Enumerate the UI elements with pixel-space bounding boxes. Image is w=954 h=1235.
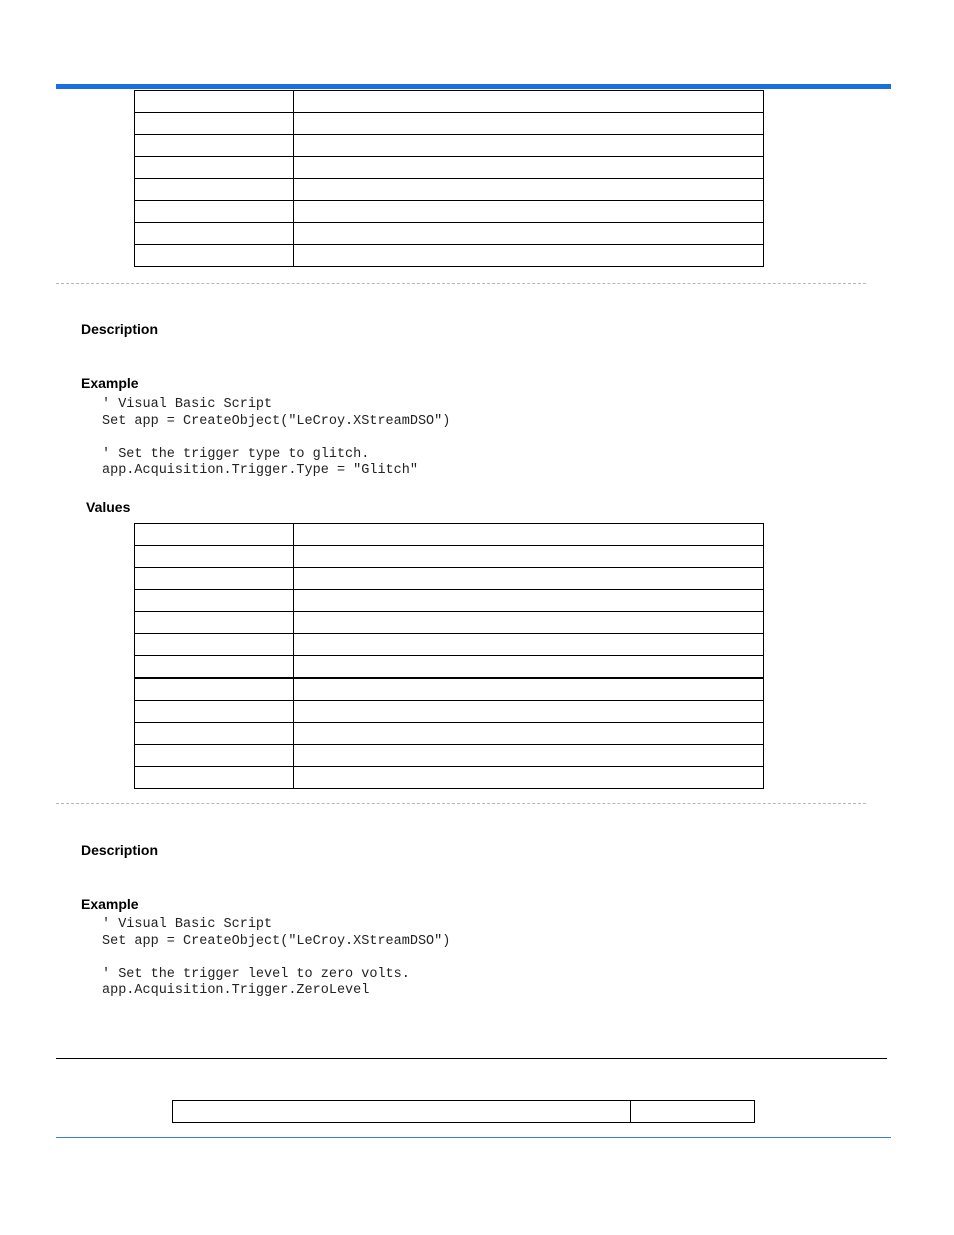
table-row bbox=[135, 634, 764, 656]
value-cell bbox=[294, 157, 764, 179]
code-line: ' Set the trigger type to glitch. bbox=[102, 446, 370, 462]
name-cell bbox=[135, 723, 294, 745]
name-cell bbox=[135, 546, 294, 568]
table-row bbox=[135, 656, 764, 679]
section-divider bbox=[56, 283, 866, 284]
values-table bbox=[134, 523, 764, 789]
code-line: app.Acquisition.Trigger.Type = "Glitch" bbox=[102, 463, 418, 478]
footer-cell bbox=[631, 1101, 755, 1123]
value-cell bbox=[294, 201, 764, 223]
property-table bbox=[134, 90, 764, 267]
table-row bbox=[135, 678, 764, 701]
name-cell bbox=[135, 245, 294, 267]
name-cell bbox=[135, 91, 294, 113]
name-cell bbox=[135, 157, 294, 179]
table-row bbox=[135, 179, 764, 201]
value-cell bbox=[294, 701, 764, 723]
footer-table bbox=[172, 1100, 755, 1123]
name-cell bbox=[135, 590, 294, 612]
value-cell bbox=[294, 723, 764, 745]
table-row bbox=[135, 113, 764, 135]
code-line: Set app = CreateObject("LeCroy.XStreamDSO") bbox=[102, 413, 451, 429]
code-line bbox=[102, 430, 450, 447]
value-cell bbox=[294, 634, 764, 656]
value-cell bbox=[294, 135, 764, 157]
code-line: Set app = CreateObject("LeCroy.XStreamDSO") bbox=[102, 933, 451, 949]
name-cell bbox=[135, 223, 294, 245]
value-cell bbox=[294, 91, 764, 113]
name-cell bbox=[135, 634, 294, 656]
table-row bbox=[135, 135, 764, 157]
name-cell bbox=[135, 701, 294, 723]
code-line: app.Acquisition.Trigger.ZeroLevel bbox=[102, 983, 370, 998]
table-row bbox=[135, 745, 764, 767]
name-cell bbox=[135, 201, 294, 223]
value-cell bbox=[294, 745, 764, 767]
value-cell bbox=[294, 678, 764, 701]
table-row bbox=[135, 590, 764, 612]
example-heading: Example bbox=[81, 375, 139, 391]
value-cell bbox=[294, 223, 764, 245]
value-cell bbox=[294, 524, 764, 546]
value-cell bbox=[294, 245, 764, 267]
table-row bbox=[135, 723, 764, 745]
values-heading: Values bbox=[86, 499, 131, 515]
footer-blue-rule bbox=[56, 1137, 891, 1138]
name-cell bbox=[135, 745, 294, 767]
footer-rule bbox=[56, 1058, 887, 1059]
table-row bbox=[135, 201, 764, 223]
name-cell bbox=[135, 612, 294, 634]
description-heading: Description bbox=[81, 842, 159, 858]
table-row bbox=[135, 612, 764, 634]
table-row bbox=[135, 767, 764, 789]
value-cell bbox=[294, 590, 764, 612]
name-cell bbox=[135, 135, 294, 157]
name-cell bbox=[135, 179, 294, 201]
value-cell bbox=[294, 568, 764, 590]
name-cell bbox=[135, 678, 294, 701]
code-example bbox=[102, 397, 450, 480]
name-cell bbox=[135, 524, 294, 546]
name-cell bbox=[135, 656, 294, 679]
value-cell bbox=[294, 767, 764, 789]
header-bar bbox=[56, 84, 891, 89]
table-row bbox=[135, 568, 764, 590]
value-cell bbox=[294, 546, 764, 568]
table-row bbox=[135, 701, 764, 723]
table-row bbox=[135, 546, 764, 568]
value-cell bbox=[294, 113, 764, 135]
table-row bbox=[135, 223, 764, 245]
name-cell bbox=[135, 767, 294, 789]
value-cell bbox=[294, 656, 764, 679]
example-heading: Example bbox=[81, 896, 139, 912]
footer-cell bbox=[173, 1101, 631, 1123]
code-line bbox=[102, 950, 450, 967]
code-example bbox=[102, 917, 450, 1000]
table-row bbox=[135, 245, 764, 267]
code-line: ' Visual Basic Script bbox=[102, 917, 273, 932]
value-cell bbox=[294, 612, 764, 634]
code-line: ' Set the trigger level to zero volts. bbox=[102, 966, 410, 982]
table-row bbox=[135, 157, 764, 179]
description-heading: Description bbox=[81, 321, 159, 337]
table-row bbox=[135, 91, 764, 113]
value-cell bbox=[294, 179, 764, 201]
section-divider bbox=[56, 803, 866, 804]
code-line: ' Visual Basic Script bbox=[102, 397, 273, 412]
name-cell bbox=[135, 113, 294, 135]
table-row bbox=[135, 524, 764, 546]
name-cell bbox=[135, 568, 294, 590]
